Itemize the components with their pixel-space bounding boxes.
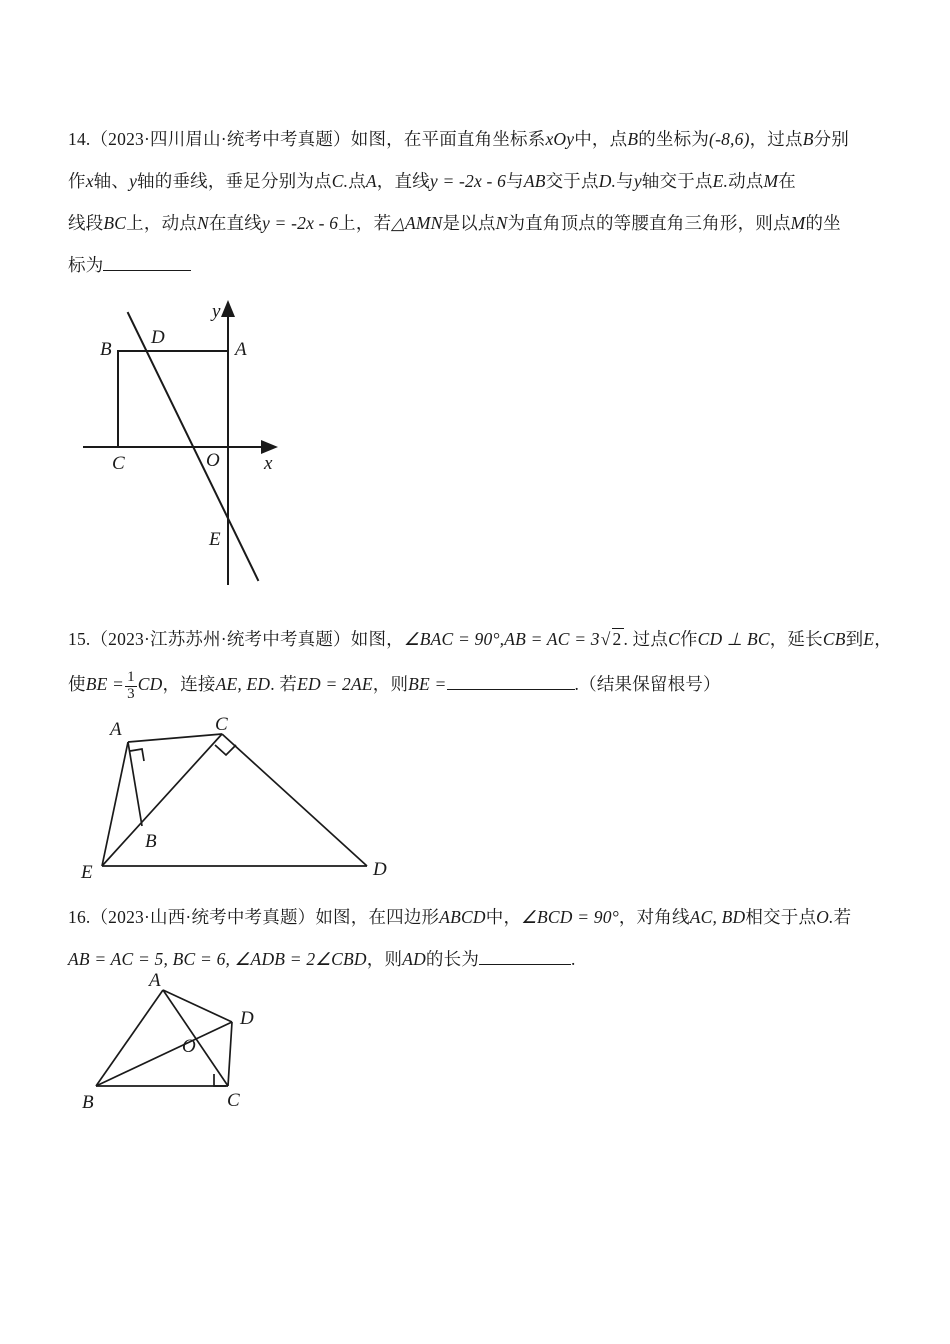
p14-pt-E: E. — [712, 171, 729, 191]
problem-16-line-2 — [68, 938, 886, 980]
p14-l2-t11: 在 — [778, 171, 796, 191]
p14-l2-t5: ，直线 — [376, 171, 430, 191]
p15-l2-t4: ，则 — [372, 674, 409, 694]
p14-pt-M: M — [763, 171, 779, 191]
p16-angle-BCD: ∠BCD = 90° — [521, 907, 619, 927]
p15-angle-BAC: ∠BAC = 90°, — [403, 629, 505, 649]
problem-16 — [68, 896, 886, 980]
segment-AC — [128, 734, 222, 742]
problem-14-line-1 — [68, 118, 886, 160]
p14-l3-t6: 为直角顶点的等腰直角三角形，则点 — [507, 213, 791, 233]
p14-l2-t8: 与 — [616, 171, 634, 191]
label-O: O — [182, 1036, 196, 1057]
p15-l2-t2: ，连接 — [162, 674, 216, 694]
p14-t4: ，过点 — [749, 129, 803, 149]
p14-l2-t9: 轴交于点 — [641, 171, 713, 191]
p16-t2: 中， — [485, 907, 522, 927]
p16-t4: 相交于点 — [745, 907, 817, 927]
p14-t5: 分别 — [813, 129, 850, 149]
p15-t2: . 过点 — [623, 629, 669, 649]
p14-pt-B: B — [627, 129, 639, 149]
p15-frac-denominator: 3 — [127, 685, 135, 702]
label-D: D — [151, 327, 165, 348]
p14-pt-C: C. — [331, 171, 349, 191]
quadrilateral-diagram-16-svg — [72, 970, 272, 1116]
p14-pt-D: D. — [598, 171, 617, 191]
problem-14-figure — [68, 292, 298, 600]
p14-axis-x: x — [85, 171, 94, 191]
problem-14-source: （2023·四川眉山·统考中考真题） — [90, 129, 351, 149]
p14-l3-t7: 的坐 — [805, 213, 841, 233]
p15-t3: 作 — [679, 629, 698, 649]
label-E: E — [209, 529, 221, 550]
y-axis-arrow — [221, 300, 235, 317]
problem-14-line-2 — [68, 160, 886, 202]
p16-t3: ，对角线 — [618, 907, 690, 927]
problem-16-source: （2023·山西·统考中考真题） — [90, 907, 316, 927]
label-C: C — [112, 453, 125, 474]
p14-pt-N2: N — [495, 213, 508, 233]
label-O: O — [206, 450, 220, 471]
p16-diagonals: AC, BD — [689, 907, 746, 927]
problem-16-number: 16. — [68, 907, 91, 927]
p14-l2-t7: 交于点 — [545, 171, 599, 191]
p15-t6: ， — [874, 629, 892, 649]
p14-equation-2: y = -2x - 6 — [261, 213, 339, 233]
p15-sqrt-2: √ 2 — [600, 629, 622, 649]
label-B: B — [100, 339, 112, 360]
p16-t1: 如图，在四边形 — [315, 907, 440, 927]
p14-axis-y: y — [129, 171, 138, 191]
problem-16-line-1 — [68, 896, 886, 938]
problem-15-line-1 — [68, 618, 892, 660]
segment-DC — [228, 1022, 232, 1086]
p14-triangle-AMN: △AMN — [391, 213, 443, 233]
label-E: E — [81, 862, 93, 883]
p15-be-answer-label: BE = — [408, 674, 447, 694]
p15-cd-perp-bc: CD ⊥ BC — [697, 629, 770, 649]
p14-l3-t5: 是以点 — [442, 213, 496, 233]
label-A: A — [149, 970, 161, 991]
problem-15-figure — [70, 714, 400, 888]
segment-BA — [96, 990, 163, 1086]
p15-frac-numerator: 1 — [127, 669, 135, 686]
p15-l2-t3: . 若 — [270, 674, 298, 694]
p14-l2-t1: 作 — [68, 171, 86, 191]
p14-l3-t1: 线段 — [68, 213, 104, 233]
label-D: D — [373, 859, 387, 880]
problem-15 — [68, 618, 892, 708]
p14-xoy: xOy — [545, 129, 575, 149]
problem-15-line-2 — [68, 660, 886, 708]
problem-14 — [68, 118, 886, 286]
p14-equation-1: y = -2x - 6 — [429, 171, 507, 191]
p15-l2-t1: 使 — [68, 674, 86, 694]
p14-seg-BC: BC — [103, 213, 127, 233]
segment-EA — [102, 742, 128, 866]
problem-14-line-3 — [68, 202, 886, 244]
p14-pt-A: A — [365, 171, 377, 191]
p16-pt-O: O. — [816, 907, 834, 927]
problem-16-figure — [72, 970, 272, 1116]
p15-l2-t5: .（结果保留根号） — [574, 674, 721, 694]
p14-seg-AB: AB — [523, 171, 546, 191]
segment-AB — [128, 742, 142, 826]
p14-l2-t10: 动点 — [728, 171, 764, 191]
p15-sqrt-radicand: 2 — [612, 629, 622, 649]
p15-pt-C: C — [668, 629, 680, 649]
p14-l3-t4: 上，若 — [338, 213, 392, 233]
label-A: A — [235, 339, 247, 360]
p14-axis-y2: y — [633, 171, 642, 191]
problem-15-source: （2023·江苏苏州·统考中考真题） — [90, 629, 351, 649]
problem-15-number: 15. — [68, 629, 91, 649]
label-B: B — [82, 1092, 94, 1113]
p14-answer-blank[interactable] — [103, 256, 191, 271]
p15-be-equals: BE = — [85, 674, 125, 694]
p16-quad-ABCD: ABCD — [439, 907, 486, 927]
p14-coord-B: (-8,6) — [709, 129, 750, 149]
p15-seg-CD: CD — [137, 674, 163, 694]
p16-seg-AD: AD — [402, 949, 426, 969]
segment-CD — [222, 734, 367, 866]
p15-seg-AE-ED: AE, ED — [215, 674, 271, 694]
label-A: A — [110, 719, 122, 740]
label-D: D — [240, 1008, 254, 1029]
p15-seg-CB: CB — [822, 629, 846, 649]
p14-pt-B2: B — [802, 129, 814, 149]
p14-l2-t3: 轴的垂线，垂足分别为点 — [137, 171, 332, 191]
triangle-diagram-15-svg — [70, 714, 400, 888]
p15-pt-E: E — [863, 629, 875, 649]
coordinate-diagram-svg — [68, 292, 298, 600]
p14-l2-t4: 点 — [348, 171, 366, 191]
segment-EBC — [102, 734, 222, 866]
p15-answer-blank[interactable] — [447, 675, 575, 690]
p14-pt-N: N — [196, 213, 209, 233]
p16-l2-t3: . — [571, 949, 576, 969]
p14-t1: 如图，在平面直角坐标系 — [350, 129, 546, 149]
p14-t2: 中，点 — [574, 129, 628, 149]
p15-ed-equals-2ae: ED = 2AE — [297, 674, 373, 694]
p15-t5: 到 — [845, 629, 864, 649]
p16-l2-t2: 的长为 — [425, 949, 480, 969]
label-x-axis: x — [264, 453, 273, 474]
p14-l3-t3: 在直线 — [208, 213, 262, 233]
problem-14-line-4 — [68, 244, 886, 286]
p14-pt-M2: M — [790, 213, 806, 233]
p14-l2-t6: 与 — [506, 171, 524, 191]
x-axis-arrow — [261, 440, 278, 454]
p14-t3: 的坐标为 — [638, 129, 710, 149]
right-angle-marker-A-icon — [130, 749, 144, 761]
p14-l3-t2: 上，动点 — [126, 213, 197, 233]
p15-t1: 如图， — [350, 629, 404, 649]
p16-given-values: AB = AC = 5, BC = 6, ∠ADB = 2∠CBD — [68, 949, 367, 969]
label-B: B — [145, 831, 157, 852]
label-y-axis: y — [212, 301, 221, 322]
label-C: C — [215, 714, 228, 735]
p14-l4-t1: 标为 — [68, 255, 104, 275]
p15-ab-ac: AB = AC = 3 — [504, 629, 600, 649]
right-angle-marker-C-icon — [215, 745, 236, 755]
p16-answer-blank[interactable] — [479, 950, 571, 965]
p15-fraction-one-third — [125, 670, 137, 703]
problem-14-number: 14. — [68, 129, 91, 149]
p14-l2-t2: 轴、 — [93, 171, 130, 191]
p16-t5: 若 — [833, 907, 852, 927]
p16-l2-t1: ，则 — [366, 949, 403, 969]
p15-t4: ，延长 — [769, 629, 823, 649]
diagonal-BD — [96, 1022, 232, 1086]
label-C: C — [227, 1090, 240, 1111]
